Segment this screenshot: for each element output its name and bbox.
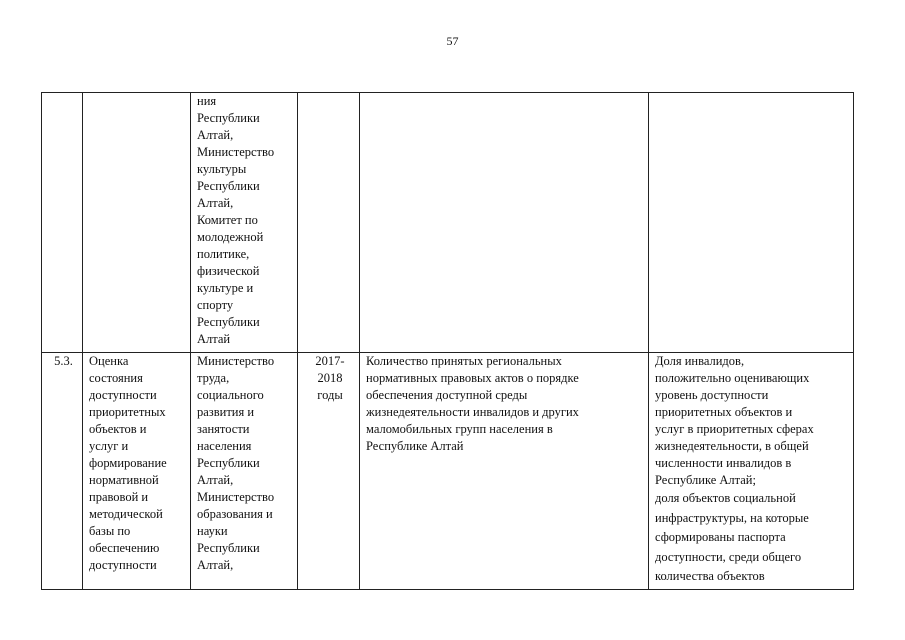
table-row bbox=[42, 93, 854, 353]
executors-text: Министерство труда, социального развития и занятости населения Республики Алтай, Министерство образования и науки Республики Алтай, bbox=[197, 354, 275, 572]
indicator-text: Количество принятых региональных нормативных правовых актов о порядке обеспечения доступной среды жизнедеятельности инвалидов и других маломобильных групп населения в Республике Алтай bbox=[366, 354, 579, 453]
page-number: 57 bbox=[446, 34, 459, 48]
target-indicator-text-continued: доля объектов социальной инфраструктуры, на которые сформированы паспорта доступности, среди общего количества объектов bbox=[655, 491, 809, 583]
table-row bbox=[42, 353, 854, 590]
target-indicator-text: Доля инвалидов, положительно оценивающих уровень доступности приоритетных объектов и услуг в приоритетных сферах жизнедеятельности, в общей численности инвалидов в Республике Алтай; bbox=[655, 354, 814, 487]
indicator-cell bbox=[360, 353, 649, 590]
target-indicator-cell bbox=[649, 93, 854, 353]
executors-text: ния Республики Алтай, Министерство культуры Республики Алтай, Комитет по молодежной политике, физической культуре и спорту Республики Алтай bbox=[197, 94, 275, 346]
indicator-cell bbox=[360, 93, 649, 353]
row-number-cell bbox=[42, 353, 83, 590]
row-number: 5.3. bbox=[54, 354, 73, 368]
event-cell bbox=[83, 353, 191, 590]
executors-cell bbox=[191, 353, 298, 590]
target-indicator-cell bbox=[649, 353, 854, 590]
executors-cell bbox=[191, 93, 298, 353]
period-cell bbox=[298, 353, 360, 590]
event-cell bbox=[83, 93, 191, 353]
event-text: Оценка состояния доступности приоритетных объектов и услуг и формирование нормативной правовой и методической базы по обеспечению доступности bbox=[89, 354, 167, 572]
program-table bbox=[41, 92, 854, 590]
period-cell bbox=[298, 93, 360, 353]
row-number-cell bbox=[42, 93, 83, 353]
period-text: 2017- 2018 годы bbox=[315, 354, 345, 402]
